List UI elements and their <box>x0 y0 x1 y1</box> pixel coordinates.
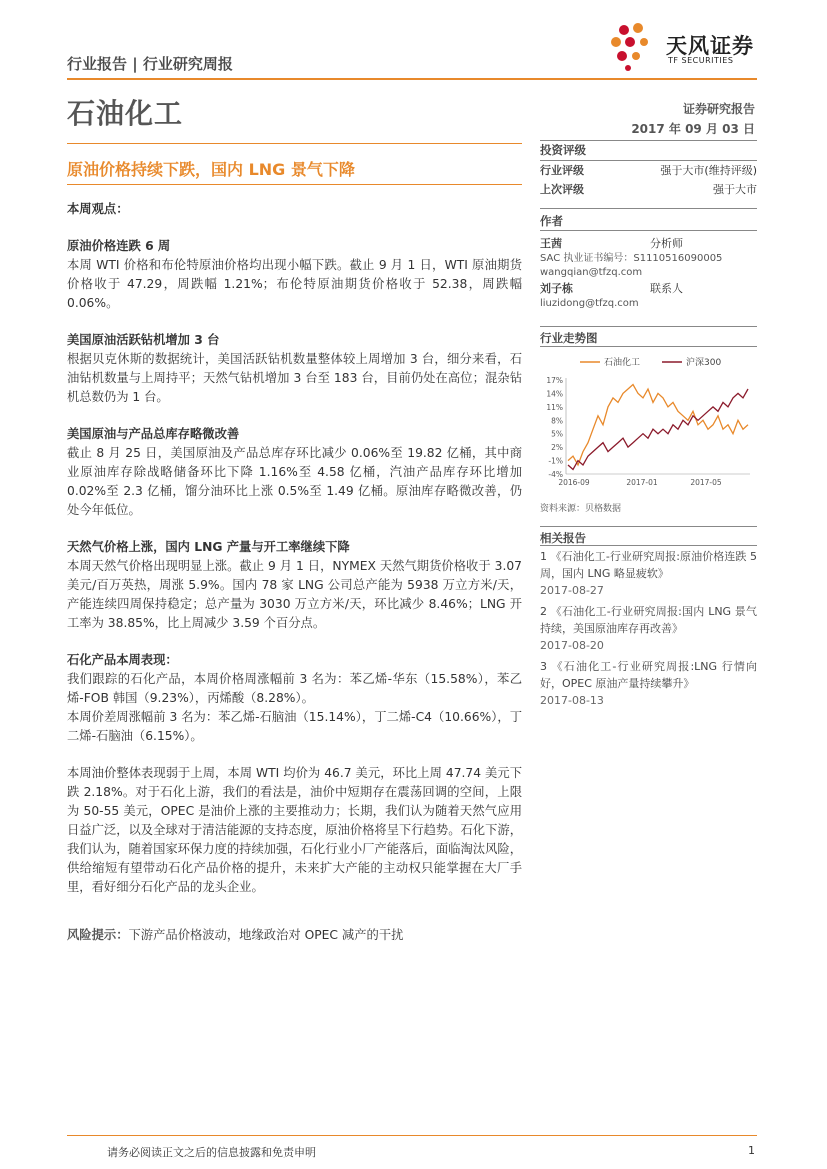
report-headline: 原油价格持续下跌，国内 LNG 景气下降 <box>67 160 355 179</box>
author-block <box>540 212 757 311</box>
x-tick-label: 2016-09 <box>558 478 590 487</box>
section-title: 美国原油活跃钻机增加 3 台 <box>67 333 220 347</box>
y-tick-label: 11% <box>546 402 563 412</box>
prev-rating-label: 上次评级 <box>540 183 584 196</box>
y-tick-label: 14% <box>546 389 563 399</box>
page-number: 1 <box>748 1144 755 1157</box>
related-report-link[interactable]: 1 《石油化工-行业研究周报:原油价格连跌 5 周，国内 LNG 略显疲软》 <box>540 550 757 580</box>
prev-rating-value: 强于大市 <box>713 183 757 196</box>
author-email-link[interactable]: liuzidong@tfzq.com <box>540 298 639 309</box>
related-reports-list <box>540 548 757 713</box>
trend-title: 行业走势图 <box>540 331 598 345</box>
related-divider <box>540 526 757 527</box>
trend-divider <box>540 326 757 327</box>
trend-divider-bottom <box>540 346 757 347</box>
view-title: 本周观点： <box>67 202 129 216</box>
outlook-paragraph: 本周油价整体表现弱于上周，本周 WTI 均价为 46.7 美元，环比上周 47.74 美元下跌 2.18%。对于石化上游，我们的看法是，油价中短期存在震荡回调的空间，上限为 50-55 美元，OPEC 是油价上涨的主要推动力；长期，我们认为随着天然气应用日益广泛，以及全球对于清洁能源的支持态度，原油价格将呈下行趋势。石化下游，我们认为，随着国家环保力度的持续加强，石化行业小厂产能落后，面临淘汰风险，供给缩短有望带动石化产品价格的提升，未来扩大产能的主动权只能掌握在大厂手里，看好细分石化产品的龙头企业。 <box>67 766 522 894</box>
y-tick-label: 2% <box>551 443 563 453</box>
chart-source: 资料来源：贝格数据 <box>540 504 622 514</box>
chem-spread-gainers: 本周价差周涨幅前 3 名为：苯乙烯-石脑油（15.14%），丁二烯-C4（10.66%），丁二烯-石脑油（6.15%）。 <box>67 710 522 743</box>
x-tick-label: 2017-01 <box>626 478 658 487</box>
risk-warning <box>67 925 403 943</box>
section-title: 天然气价格上涨，国内 LNG 产量与开工率继续下降 <box>67 540 350 554</box>
section-body: 根据贝克休斯的数据统计，美国活跃钻机数量整体较上周增加 3 台，细分来看，石油钻机数量与上周持平；天然气钻机增加 3 台至 183 台，目前仍处在高位；混杂钻机总数仍为 1 台。 <box>67 352 522 404</box>
legend-label: 沪深300 <box>686 358 722 368</box>
related-divider-bottom <box>540 545 757 546</box>
x-tick-label: 2017-05 <box>690 478 722 487</box>
rating-value: 强于大市(维持评级) <box>660 164 757 177</box>
logo-flower-icon <box>608 20 664 72</box>
legend-label: 石油化工 <box>604 358 641 368</box>
report-type: 行业报告 | 行业研究周报 <box>67 55 233 73</box>
author-sac: SAC 执业证书编号：S1110516090005 <box>540 253 723 264</box>
section-body: 本周 WTI 价格和布伦特原油价格均出现小幅下跌。截止 9 月 1 日，WTI 原油期货价格收于 47.29，周跌幅 1.21%；布伦特原油期货价格收于 52.38，周跌幅 0.06%。 <box>67 258 522 310</box>
previous-rating-row <box>540 180 757 199</box>
author-name: 刘子栋 <box>540 282 573 295</box>
title-divider <box>67 143 522 144</box>
related-title: 相关报告 <box>540 531 586 545</box>
author-role: 联系人 <box>650 282 683 295</box>
author-role: 分析师 <box>650 237 683 250</box>
header-divider <box>67 78 757 80</box>
y-tick-label: -4% <box>548 470 563 479</box>
disclaimer: 请务必阅读正文之后的信息披露和免责申明 <box>107 1146 316 1159</box>
trend-chart-svg <box>540 350 757 500</box>
y-tick-label: 8% <box>551 416 563 426</box>
section-body: 截止 8 月 25 日，美国原油及产品总库存环比减少 0.06%至 19.82 亿桶，其中商业原油库存除战略储备环比下降 1.16%至 4.58 亿桶，汽油产品库存环比增加 0.02%至 2.3 亿桶，馏分油环比上涨 0.5%至 1.49 亿桶。原油库存略微改善，仍处今年低位。 <box>67 446 522 517</box>
rating-block <box>540 141 757 199</box>
series-line <box>568 389 748 470</box>
chem-section-title: 石化产品本周表现： <box>67 653 178 667</box>
author-email-link[interactable]: wangqian@tfzq.com <box>540 267 643 278</box>
related-report-date: 2017-08-27 <box>540 584 604 597</box>
y-tick-label: 17% <box>546 376 563 385</box>
chem-price-gainers: 我们跟踪的石化产品，本周价格周涨幅前 3 名为：苯乙烯-华东（15.58%），苯乙烯-FOB 韩国（9.23%），丙烯酸（8.28%）。 <box>67 672 522 705</box>
author-name: 王茜 <box>540 237 562 250</box>
risk-label: 风险提示： <box>67 928 129 942</box>
headline-divider <box>67 184 522 185</box>
industry-title: 石油化工 <box>67 97 184 130</box>
main-content <box>67 200 522 897</box>
related-report-date: 2017-08-13 <box>540 694 604 707</box>
risk-text: 下游产品价格波动，地缘政治对 OPEC 减产的干扰 <box>128 928 404 942</box>
logo-subtitle: TF SECURITIES <box>668 56 734 65</box>
section-title: 原油价格连跌 6 周 <box>67 239 171 253</box>
logo-name: 天风证券 <box>666 34 754 58</box>
industry-rating-row <box>540 161 757 180</box>
y-tick-label: -1% <box>548 456 563 466</box>
related-report-link[interactable]: 2 《石油化工-行业研究周报:国内 LNG 景气持续，美国原油库存再改善》 <box>540 605 757 635</box>
author-title: 作者 <box>540 214 563 228</box>
y-tick-label: 5% <box>551 429 563 439</box>
document-type: 证券研究报告 <box>682 102 755 116</box>
rating-label: 行业评级 <box>540 164 584 177</box>
series-line <box>568 385 748 466</box>
rating-title: 投资评级 <box>540 143 586 157</box>
related-report-date: 2017-08-20 <box>540 639 604 652</box>
related-report-link[interactable]: 3 《石油化工-行业研究周报:LNG 行情向好，OPEC 原油产量持续攀升》 <box>540 660 757 690</box>
section-title: 美国原油与产品总库存略微改善 <box>67 427 240 441</box>
report-date: 2017 年 09 月 03 日 <box>631 122 755 136</box>
industry-trend-chart <box>540 350 757 500</box>
author-divider-top <box>540 208 757 209</box>
footer-divider <box>67 1135 757 1136</box>
section-body: 本周天然气价格出现明显上涨。截止 9 月 1 日，NYMEX 天然气期货价格收于 3.07 美元/百万英热，周涨 5.9%。国内 78 家 LNG 公司总产能为 5938 万立方米/天，产能连续四周保持稳定；总产量为 3030 万立方米/天，环比减少 8.46%；LNG 开工率为 38.85%，比上周减少 3.59 个百分点。 <box>67 559 522 630</box>
